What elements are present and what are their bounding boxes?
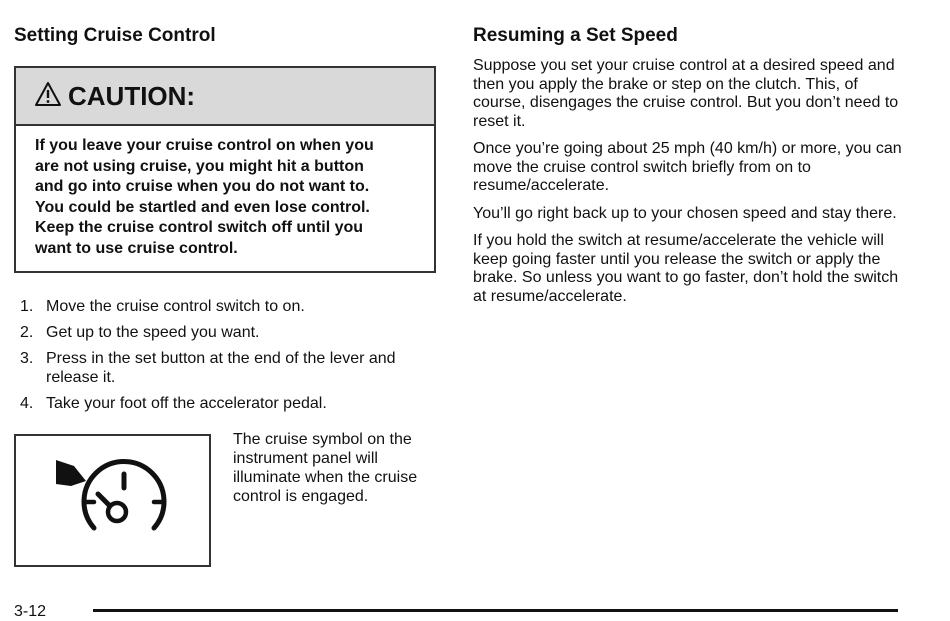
caution-line: You could be startled and even lose control.	[35, 198, 370, 216]
cruise-symbol-box	[14, 434, 211, 567]
caution-line: Keep the cruise control switch off until you	[35, 219, 364, 236]
paragraph: You’ll go right back up to your chosen speed and stay there.	[473, 204, 897, 222]
paragraph: Once you’re going about 25 mph (40 km/h) or more, you can move the cruise control switch briefly from on to resume/accelerate.	[473, 140, 902, 194]
step-text: Move the cruise control switch to on.	[46, 298, 305, 315]
step-text: Take your foot off the accelerator pedal.	[46, 395, 327, 412]
cruise-symbol-caption: The cruise symbol on the instrument panel will illuminate when the cruise control is engaged.	[233, 431, 418, 505]
warning-triangle-icon	[34, 81, 62, 112]
resuming-speed-text	[473, 57, 913, 315]
page-number: 3-12	[14, 603, 47, 620]
step-number: 3.	[20, 350, 34, 367]
step-number: 1.	[20, 298, 34, 315]
list-item	[20, 323, 440, 342]
caution-line: and go into cruise when you do not want to.	[35, 178, 370, 195]
footer-rule	[93, 609, 898, 612]
caution-box	[14, 66, 436, 273]
list-item	[20, 349, 440, 387]
cruise-control-symbol-icon	[16, 436, 209, 565]
caution-header	[16, 68, 434, 126]
caution-line: want to use cruise control.	[35, 239, 238, 257]
caution-title: CAUTION:	[68, 80, 196, 111]
list-item	[20, 394, 440, 413]
setup-steps-list	[20, 297, 440, 420]
paragraph: If you hold the switch at resume/accelerate the vehicle will keep going faster until you release the switch or apply the brake. So unless you want to go faster, don’t hold the switch at resume/accelerate.	[473, 232, 899, 305]
paragraph: Suppose you set your cruise control at a desired speed and then you apply the brake or step on the clutch. This, of course, disengages the cruise control. But you don’t need to reset it.	[473, 57, 899, 130]
step-text: Press in the set button at the end of the lever and release it.	[46, 350, 396, 386]
setting-cruise-heading: Setting Cruise Control	[14, 25, 216, 46]
caution-text	[16, 126, 434, 259]
list-item	[20, 297, 440, 316]
step-number: 4.	[20, 395, 34, 412]
resuming-speed-heading: Resuming a Set Speed	[473, 25, 678, 46]
caution-line: are not using cruise, you might hit a button	[35, 157, 364, 175]
step-number: 2.	[20, 324, 34, 341]
caution-line: If you leave your cruise control on when you	[35, 137, 374, 154]
step-text: Get up to the speed you want.	[46, 324, 260, 341]
